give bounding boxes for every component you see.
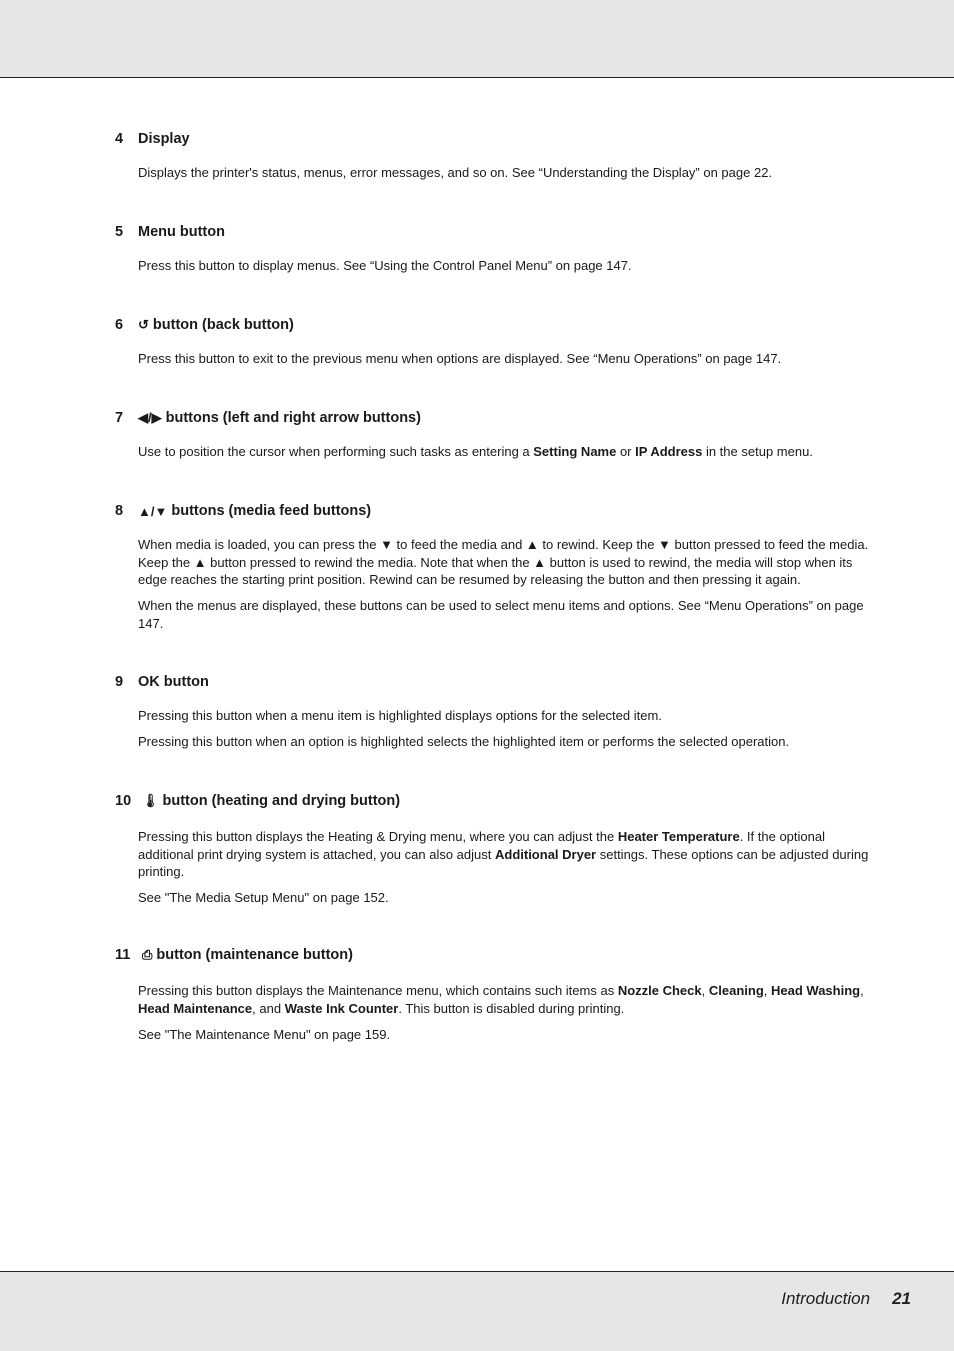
section-heading (115, 947, 880, 963)
section-number: 10 (115, 793, 132, 809)
button-glyph-icon: ⎙ (142, 947, 153, 962)
section-body (138, 536, 880, 632)
section-heading (115, 793, 880, 809)
paragraph (138, 536, 880, 589)
paragraph (138, 1026, 880, 1044)
text-run: , (763, 983, 771, 998)
section-title: buttons (left and right arrow buttons) (165, 410, 421, 426)
text-run: When media is loaded, you can press the ▼ to feed the media and ▲ to rewind. Keep the ▼ button pressed to feed the media. Keep the ▲ button pressed to rewind the media. Note that when the ▲ button is used to rewind, the media will stop when its edge reaches the starting print position. Rewind can be resumed by releasing the button and then pressing it again. (138, 537, 869, 587)
bold-term: Heater Temperature (617, 829, 740, 844)
text-run: , and (252, 1000, 285, 1016)
section-title: OK button (138, 674, 209, 690)
text-run: Pressing this button when an option is highlighted selects the highlighted item or performs the selected operation. (138, 734, 790, 749)
paragraph (138, 707, 880, 725)
section-heading (115, 224, 880, 240)
section-number: 5 (115, 224, 124, 240)
section-body (138, 828, 880, 907)
paragraph (138, 597, 880, 632)
paragraph (138, 889, 880, 907)
footer-section: Introduction (781, 1289, 871, 1308)
bold-term: Head Washing (771, 983, 861, 998)
section-body (138, 350, 880, 368)
section-item-5 (115, 224, 880, 283)
page-footer (781, 1289, 911, 1309)
section-body (138, 443, 880, 461)
paragraph (138, 257, 880, 275)
section-title: buttons (media feed buttons) (171, 503, 372, 519)
bold-term: Waste Ink Counter (284, 1000, 399, 1016)
section-heading (115, 131, 880, 147)
bold-term: Head Maintenance (138, 1000, 253, 1016)
button-glyph-icon: 🌡 (142, 793, 159, 808)
text-run: See "The Media Setup Menu" on page 152. (138, 890, 389, 905)
page-number: 21 (892, 1289, 911, 1308)
text-run: See "The Maintenance Menu" on page 159. (138, 1026, 391, 1042)
section-body (138, 982, 880, 1043)
text-run: . This button is disabled during printing. (398, 1000, 625, 1016)
bold-term: Setting Name (533, 444, 617, 459)
button-glyph-icon: ◀/▶ (138, 410, 162, 425)
paragraph (138, 828, 880, 881)
section-title: Display (138, 131, 190, 147)
text-run: in the setup menu. (702, 444, 813, 459)
paragraph (138, 982, 880, 1017)
text-run: , (701, 983, 709, 998)
paragraph (138, 443, 880, 461)
section-item-7 (115, 410, 880, 469)
section-item-8 (115, 503, 880, 641)
bold-term: Cleaning (708, 983, 764, 998)
paragraph (138, 350, 880, 368)
text-run: When the menus are displayed, these buttons can be used to select menu items and options. See “Menu Operations” on page 147. (138, 598, 864, 631)
paragraph (138, 164, 880, 182)
section-body (138, 707, 880, 751)
section-title: button (heating and drying button) (162, 793, 401, 809)
text-run: Pressing this button when a menu item is highlighted displays options for the selected item. (138, 708, 662, 723)
section-item-4 (115, 131, 880, 190)
section-item-6 (115, 317, 880, 376)
text-run: Displays the printer's status, menus, error messages, and so on. See “Understanding the Display” on page 22. (138, 165, 773, 180)
text-run: Pressing this button displays the Maintenance menu, which contains such items as (138, 983, 618, 998)
text-run: Pressing this button displays the Heating & Drying menu, where you can adjust the (138, 829, 618, 844)
section-title: button (maintenance button) (156, 947, 353, 963)
bold-term: Nozzle Check (617, 983, 702, 998)
text-run: settings. These options can be adjusted during printing. (138, 846, 869, 879)
text-run: Use to position the cursor when performing such tasks as entering a (138, 444, 534, 459)
section-item-11 (115, 947, 880, 1052)
section-heading (115, 674, 880, 690)
section-title: button (back button) (152, 317, 294, 333)
section-title: Menu button (138, 224, 225, 240)
text-run: . If the optional additional print drying system is attached, you can also adjust (138, 829, 825, 862)
section-number: 9 (115, 674, 124, 690)
section-number: 7 (115, 410, 124, 426)
section-number: 11 (115, 947, 131, 963)
section-item-9 (115, 674, 880, 759)
section-item-10 (115, 793, 880, 915)
button-glyph-icon: ↺ (138, 317, 149, 332)
text-run: , (860, 983, 864, 998)
text-run: Press this button to display menus. See “Using the Control Panel Menu” on page 147. (138, 258, 632, 273)
button-glyph-icon: ▲/▼ (138, 503, 168, 519)
section-number: 4 (115, 131, 124, 147)
footer-band (0, 1271, 954, 1351)
section-number: 8 (115, 503, 124, 519)
section-heading (115, 410, 880, 426)
section-number: 6 (115, 317, 124, 333)
section-heading (115, 317, 880, 333)
bold-term: IP Address (635, 444, 703, 459)
text-run: Press this button to exit to the previous menu when options are displayed. See “Menu Operations” on page 147. (138, 351, 782, 366)
header-band (0, 0, 954, 78)
section-heading (115, 503, 880, 519)
paragraph (138, 733, 880, 751)
bold-term: Additional Dryer (494, 846, 597, 862)
section-body (138, 257, 880, 275)
section-body (138, 164, 880, 182)
text-run: or (616, 444, 636, 459)
